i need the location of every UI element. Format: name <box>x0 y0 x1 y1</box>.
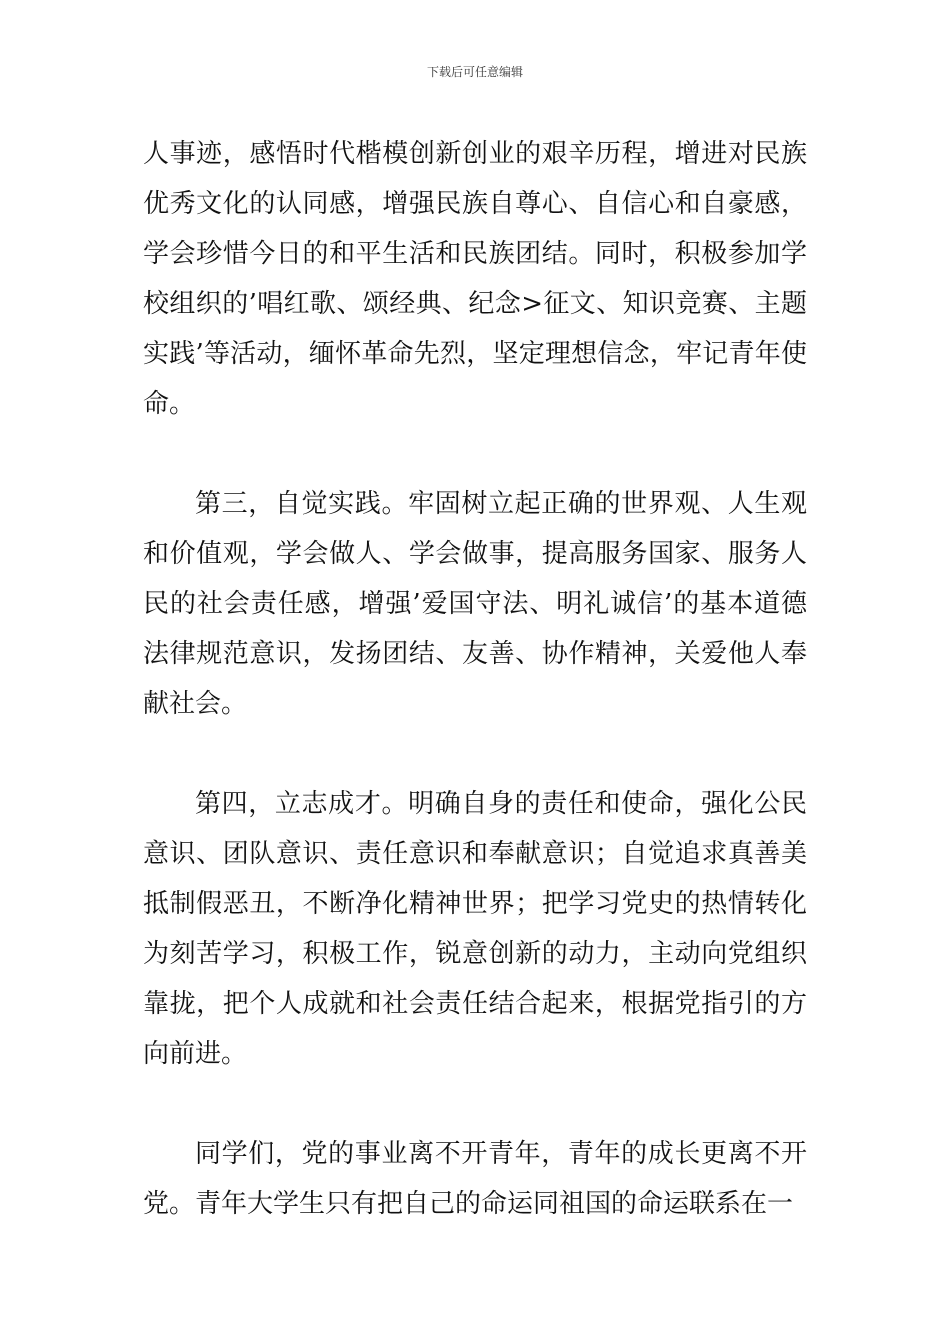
document-body <box>143 129 807 1229</box>
page-header: 下载后可任意编辑 <box>426 65 523 79</box>
paragraph-continuation: 人事迹，感悟时代楷模创新创业的艰辛历程，增进对民族优秀文化的认同感，增强民族自尊心、自信心和自豪感，学会珍惜今日的和平生活和民族团结。同时，积极参加学校组织的’唱红歌、颂经典、纪念>征文、知识竞赛、主题实践’等活动，缅怀革命先烈，坚定理想信念，牢记青年使命。 <box>143 139 807 419</box>
paragraph-third-point: 第三，自觉实践。牢固树立起正确的世界观、人生观和价值观，学会做人、学会做事，提高服务国家、服务人民的社会责任感，增强’爱国守法、明礼诚信’的基本道德法律规范意识，发扬团结、友善、协作精神，关爱他人奉献社会。 <box>143 489 807 719</box>
paragraph-closing: 同学们，党的事业离不开青年，青年的成长更离不开党。青年大学生只有把自己的命运同祖国的命运联系在一 <box>143 1139 807 1219</box>
paragraph-fourth-point: 第四，立志成才。明确自身的责任和使命，强化公民意识、团队意识、责任意识和奉献意识；自觉追求真善美抵制假恶丑，不断净化精神世界；把学习党史的热情转化为刻苦学习，积极工作，锐意创新的动力，主动向党组织靠拢，把个人成就和社会责任结合起来，根据党指引的方向前进。 <box>143 789 807 1069</box>
